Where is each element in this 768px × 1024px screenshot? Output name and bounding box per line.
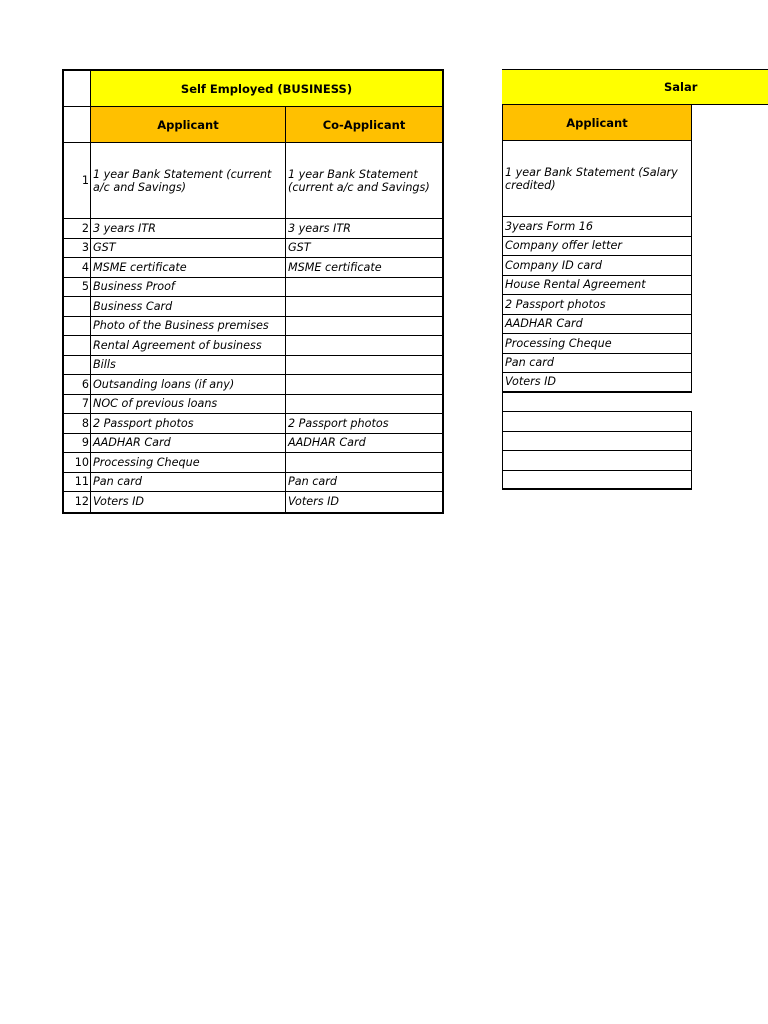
coapplicant-cell[interactable]: GST bbox=[286, 239, 442, 259]
salaried-applicant-cell[interactable]: 1 year Bank Statement (Salary credited) bbox=[503, 141, 692, 217]
coapplicant-header[interactable]: Co-Applicant bbox=[286, 107, 442, 143]
coapplicant-cell[interactable] bbox=[286, 278, 442, 298]
salaried-applicant-cell[interactable]: AADHAR Card bbox=[503, 315, 692, 335]
row-number[interactable]: 3 bbox=[64, 239, 91, 259]
coapplicant-cell[interactable]: AADHAR Card bbox=[286, 434, 442, 454]
table-row bbox=[64, 356, 442, 376]
table-row bbox=[64, 297, 442, 317]
applicant-cell[interactable]: 2 Passport photos bbox=[91, 414, 286, 434]
coapplicant-cell[interactable] bbox=[286, 375, 442, 395]
empty-cell[interactable] bbox=[503, 412, 692, 432]
table-row bbox=[64, 258, 442, 278]
applicant-cell[interactable]: 3 years ITR bbox=[91, 219, 286, 239]
row-number[interactable]: 10 bbox=[64, 453, 91, 473]
row-number[interactable]: 4 bbox=[64, 258, 91, 278]
applicant-cell[interactable]: Business Proof bbox=[91, 278, 286, 298]
salaried-applicant-cell[interactable]: Company offer letter bbox=[503, 237, 692, 257]
table-row bbox=[64, 143, 442, 219]
empty-cell[interactable] bbox=[503, 451, 692, 471]
coapplicant-cell[interactable]: 3 years ITR bbox=[286, 219, 442, 239]
table-row bbox=[64, 473, 442, 493]
coapplicant-cell[interactable]: Voters ID bbox=[288, 495, 340, 509]
table-row bbox=[64, 317, 442, 337]
coapplicant-cell[interactable] bbox=[286, 336, 442, 356]
row-number[interactable]: 6 bbox=[64, 375, 91, 395]
salaried-applicant-cell[interactable]: Pan card bbox=[503, 354, 692, 374]
table-row bbox=[64, 492, 442, 512]
row-number[interactable]: 9 bbox=[64, 434, 91, 454]
coapplicant-cell[interactable] bbox=[286, 297, 442, 317]
row-number[interactable] bbox=[64, 297, 91, 317]
table-row bbox=[64, 278, 442, 298]
table-row bbox=[64, 395, 442, 415]
row-number[interactable]: 2 bbox=[64, 219, 91, 239]
table-row bbox=[503, 334, 692, 354]
salaried-applicant-cell[interactable]: Voters ID bbox=[503, 373, 692, 393]
applicant-cell[interactable]: GST bbox=[91, 239, 286, 259]
applicant-cell[interactable]: MSME certificate bbox=[91, 258, 286, 278]
applicant-cell[interactable]: NOC of previous loans bbox=[91, 395, 286, 415]
coapplicant-cell[interactable]: Pan card bbox=[286, 473, 442, 493]
applicant-cell[interactable]: Voters ID bbox=[91, 492, 286, 512]
coapplicant-cell[interactable] bbox=[286, 395, 442, 415]
row-number-cell[interactable] bbox=[64, 71, 91, 107]
salaried-applicant-header[interactable]: Applicant bbox=[503, 105, 692, 141]
coapplicant-cell[interactable] bbox=[286, 356, 442, 376]
row-number[interactable]: 8 bbox=[64, 414, 91, 434]
self-employed-table bbox=[62, 69, 444, 514]
table-row bbox=[503, 373, 692, 393]
table-row bbox=[503, 256, 692, 276]
row-number[interactable]: 5 bbox=[64, 278, 91, 298]
coapplicant-cell[interactable] bbox=[286, 317, 442, 337]
salaried-applicant-cell[interactable]: Processing Cheque bbox=[503, 334, 692, 354]
table-row bbox=[64, 336, 442, 356]
table-row bbox=[503, 237, 692, 257]
table-row bbox=[64, 414, 442, 434]
table-row bbox=[503, 315, 692, 335]
table-row bbox=[503, 412, 692, 432]
table-row bbox=[503, 295, 692, 315]
row-number[interactable] bbox=[64, 317, 91, 337]
table-row bbox=[503, 471, 692, 491]
table-row bbox=[64, 375, 442, 395]
table-row bbox=[503, 354, 692, 374]
salaried-applicant-cell[interactable]: 2 Passport photos bbox=[503, 295, 692, 315]
table-header-row bbox=[503, 105, 692, 141]
applicant-cell[interactable]: Photo of the Business premises bbox=[91, 317, 286, 337]
applicant-cell[interactable]: Processing Cheque bbox=[91, 453, 286, 473]
table-row bbox=[503, 141, 692, 217]
table-row bbox=[64, 434, 442, 454]
applicant-cell[interactable]: 1 year Bank Statement (current a/c and Savings) bbox=[91, 143, 286, 219]
empty-cell[interactable] bbox=[503, 471, 692, 491]
row-number[interactable]: 1 bbox=[64, 143, 91, 219]
salaried-applicant-cell[interactable]: 3years Form 16 bbox=[503, 217, 692, 237]
table-row bbox=[503, 217, 692, 237]
applicant-header[interactable]: Applicant bbox=[91, 107, 286, 143]
salaried-applicant-cell[interactable]: House Rental Agreement bbox=[503, 276, 692, 296]
table-row bbox=[64, 239, 442, 259]
empty-cell[interactable] bbox=[503, 432, 692, 452]
row-number[interactable]: 7 bbox=[64, 395, 91, 415]
row-number[interactable] bbox=[64, 336, 91, 356]
applicant-cell[interactable]: Outsanding loans (if any) bbox=[91, 375, 286, 395]
applicant-cell[interactable]: Rental Agreement of business bbox=[91, 336, 286, 356]
row-number[interactable] bbox=[64, 356, 91, 376]
salaried-applicant-cell[interactable]: Company ID card bbox=[503, 256, 692, 276]
coapplicant-cell[interactable] bbox=[286, 453, 442, 473]
coapplicant-cell[interactable]: 2 Passport photos bbox=[286, 414, 442, 434]
table-row bbox=[64, 219, 442, 239]
row-number-cell[interactable] bbox=[64, 107, 91, 143]
blank-gap-row bbox=[503, 393, 692, 413]
salaried-title: Salar bbox=[664, 80, 698, 94]
table-row bbox=[64, 453, 442, 473]
coapplicant-cell[interactable]: 1 year Bank Statement (current a/c and Savings) bbox=[286, 143, 442, 219]
salaried-table bbox=[502, 105, 692, 490]
coapplicant-cell[interactable]: MSME certificate bbox=[286, 258, 442, 278]
self-employed-title[interactable]: Self Employed (BUSINESS) bbox=[91, 71, 442, 107]
table-row bbox=[503, 451, 692, 471]
salaried-title-bar[interactable] bbox=[502, 69, 768, 105]
applicant-cell[interactable]: Bills bbox=[91, 356, 286, 376]
row-number[interactable]: 11 bbox=[64, 473, 91, 493]
table-header-row bbox=[64, 107, 442, 143]
applicant-cell[interactable]: Pan card bbox=[91, 473, 286, 493]
applicant-cell[interactable]: Business Card bbox=[91, 297, 286, 317]
row-number[interactable]: 12 bbox=[64, 492, 91, 512]
applicant-cell[interactable]: AADHAR Card bbox=[91, 434, 286, 454]
empty-cell[interactable] bbox=[503, 393, 692, 413]
table-title-row bbox=[64, 71, 442, 107]
table-row bbox=[503, 276, 692, 296]
table-row bbox=[503, 432, 692, 452]
